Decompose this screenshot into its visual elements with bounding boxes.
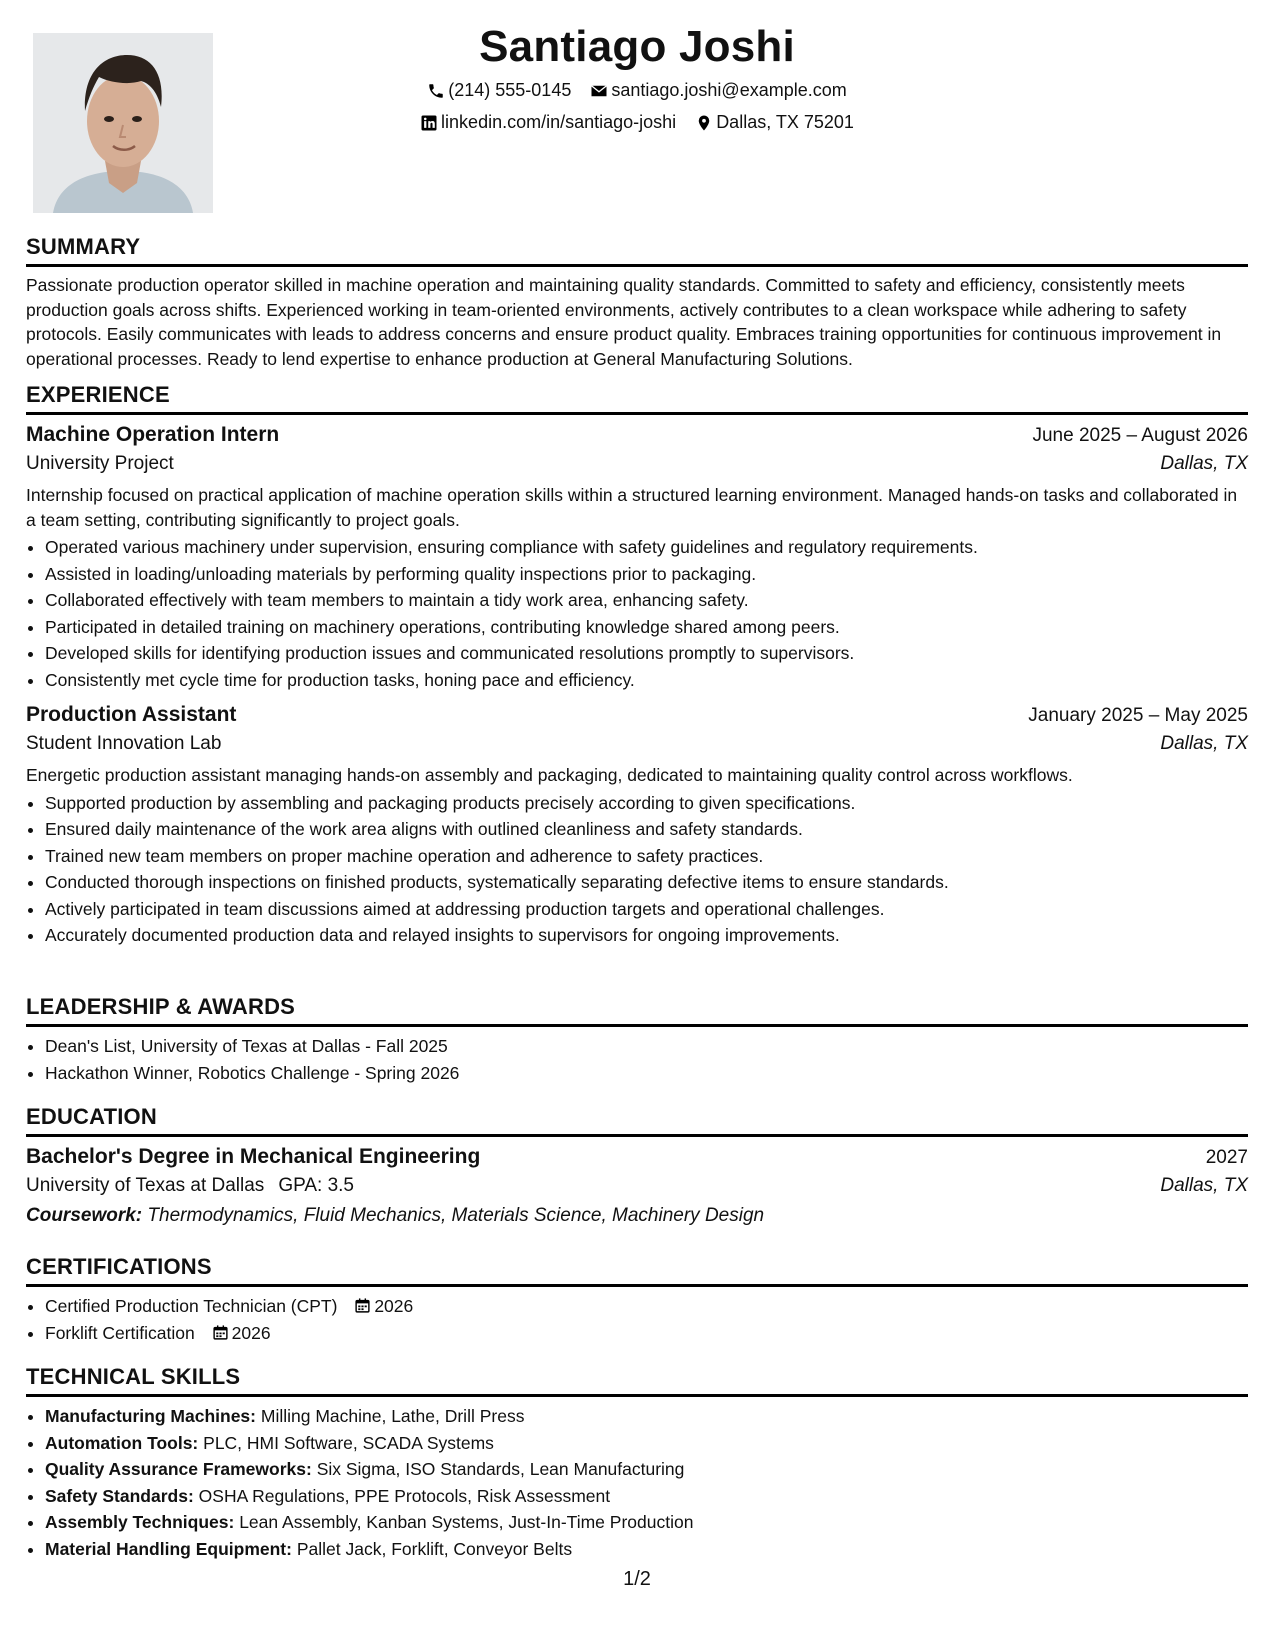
resume-page [26,0,1248,1650]
certification-name: Forklift Certification [45,1322,195,1343]
calendar-icon [354,1297,371,1314]
linkedin-contact[interactable] [420,112,676,133]
coursework-label: Coursework: [26,1205,143,1226]
gpa: GPA: 3.5 [278,1175,354,1196]
experience-section [26,382,1248,949]
coursework-list: Thermodynamics, Fluid Mechanics, Materials Science, Machinery Design [147,1205,765,1226]
candidate-name: Santiago Joshi [479,22,795,71]
job-entry [26,423,1248,693]
skill-category: Automation Tools: [45,1432,199,1453]
skills-section [26,1364,1248,1562]
education-section [26,1104,1248,1227]
map-pin-icon [695,114,713,132]
skill-category: Assembly Techniques: [45,1512,235,1532]
skill-values: PLC, HMI Software, SCADA Systems [203,1432,494,1453]
degree-title: Bachelor's Degree in Mechanical Engineering [26,1145,481,1168]
skill-category: Safety Standards: [45,1485,194,1506]
list-item [45,1293,1248,1320]
awards-list [26,1033,1248,1086]
list-item: • Accurately documented production data and relayed insights to supervisors for ongoing improvements. [45,922,1248,949]
certification-year: 2026 [231,1322,271,1343]
linkedin-text[interactable]: linkedin.com/in/santiago-joshi [441,112,677,132]
list-item [45,1509,1248,1536]
skill-category: Material Handling Equipment: [45,1538,292,1559]
job-entry [26,703,1248,949]
job-organization: University Project [26,453,174,474]
graduation-year: 2027 [1205,1147,1248,1168]
section-title: TECHNICAL SKILLS [26,1364,1248,1397]
skill-values: Lean Assembly, Kanban Systems, Just-In-Time Production [239,1512,694,1532]
list-item: • Developed skills for identifying production issues and communicated resolutions promptly to supervisors. [45,640,1248,667]
list-item: • Consistently met cycle time for production tasks, honing pace and efficiency. [45,667,1248,694]
list-item: • Supported production by assembling and packaging products precisely according to given specifications. [45,790,1248,817]
list-item [45,1430,1248,1457]
section-title: SUMMARY [26,234,1248,267]
list-item: • Trained new team members on proper machine operation and adherence to safety practices. [45,843,1248,870]
location-contact [695,112,854,133]
job-description: Internship focused on practical application of machine operation skills within a structured learning environment. Managed hands-on tasks and collaborated in a team setting, contributing significantly to project goals. [26,485,1238,530]
skill-values: Milling Machine, Lathe, Drill Press [260,1406,525,1426]
calendar-icon [212,1324,229,1341]
job-bullets [26,790,1248,949]
leadership-section [26,994,1248,1086]
summary-text: Passionate production operator skilled in machine operation and maintaining quality standards. Committed to safety and efficiency, consistently meets production goals across shifts. Experienced working in team-oriented environments, actively contributes to a clean workspace while adhering to safety protocols. Easily communicates with leads to address concerns and ensure product quality. Embraces training opportunities for continuous improvement in operational processes. Ready to lend expertise to enhance production at General Manufacturing Solutions. [26,275,1222,369]
job-location: Dallas, TX [1160,733,1248,754]
job-location: Dallas, TX [1160,453,1248,474]
job-dates: January 2025 – May 2025 [1028,705,1248,726]
skill-values: OSHA Regulations, PPE Protocols, Risk Assessment [198,1485,611,1506]
contact-line-1 [26,80,1248,105]
list-item: • Assisted in loading/unloading materials by performing quality inspections prior to packaging. [45,561,1248,588]
location-text: Dallas, TX 75201 [716,112,854,132]
list-item: • Operated various machinery under supervision, ensuring compliance with safety guidelines and regulatory requirements. [45,534,1248,561]
list-item: • Dean's List, University of Texas at Dallas - Fall 2025 [45,1033,1248,1060]
page-number: 1/2 [623,1568,651,1590]
section-title: LEADERSHIP & AWARDS [26,994,1248,1027]
phone-text: (214) 555-0145 [448,80,572,100]
list-item: • Conducted thorough inspections on finished products, systematically separating defective items to ensure standards. [45,869,1248,896]
email-contact[interactable] [590,80,846,101]
section-title: EDUCATION [26,1104,1248,1137]
phone-contact [427,80,571,101]
certification-name: Certified Production Technician (CPT) [45,1296,338,1316]
job-title: Production Assistant [26,703,237,726]
skill-category: Quality Assurance Frameworks: [45,1459,312,1479]
school-location: Dallas, TX [1160,1175,1248,1196]
list-item: • Collaborated effectively with team members to maintain a tidy work area, enhancing safety. [45,587,1248,614]
skill-category: Manufacturing Machines: [45,1406,256,1426]
summary-section [26,234,1248,371]
list-item: • Participated in detailed training on machinery operations, contributing knowledge shared among peers. [45,614,1248,641]
skills-list [26,1403,1248,1562]
envelope-icon [590,82,608,100]
list-item: • Hackathon Winner, Robotics Challenge - Spring 2026 [45,1060,1248,1087]
list-item: • Actively participated in team discussions aimed at addressing production targets and operational challenges. [45,896,1248,923]
phone-icon [427,82,445,100]
job-dates: June 2025 – August 2026 [1032,425,1248,446]
email-text[interactable]: santiago.joshi@example.com [611,80,847,100]
certification-year: 2026 [374,1296,414,1316]
linkedin-icon [420,114,438,132]
list-item: • Ensured daily maintenance of the work area aligns with outlined cleanliness and safety standards. [45,816,1248,843]
list-item [45,1320,1248,1347]
list-item [45,1483,1248,1510]
list-item [45,1403,1248,1430]
job-organization: Student Innovation Lab [26,733,222,754]
skill-values: Pallet Jack, Forklift, Conveyor Belts [296,1538,573,1559]
certifications-list [26,1293,1248,1346]
section-title: EXPERIENCE [26,382,1248,415]
contact-line-2 [26,112,1248,137]
school-name: University of Texas at Dallas [26,1175,265,1196]
certifications-section [26,1254,1248,1346]
coursework [26,1205,1248,1227]
section-title: CERTIFICATIONS [26,1254,1248,1287]
skill-values: Six Sigma, ISO Standards, Lean Manufacturing [316,1459,685,1479]
job-bullets [26,534,1248,693]
list-item [45,1456,1248,1483]
school-info [26,1175,354,1197]
job-title: Machine Operation Intern [26,423,280,446]
list-item [45,1536,1248,1563]
job-description: Energetic production assistant managing hands-on assembly and packaging, dedicated to maintaining quality control across workflows. [26,765,1073,785]
